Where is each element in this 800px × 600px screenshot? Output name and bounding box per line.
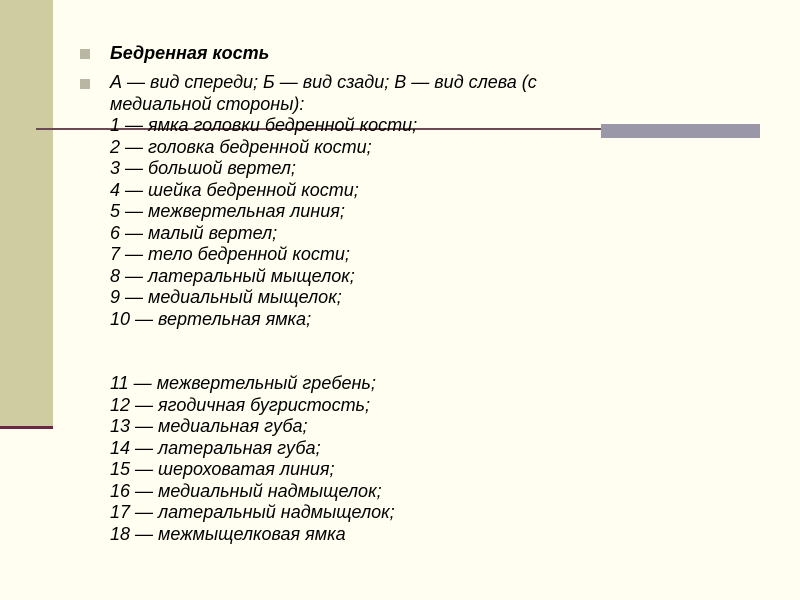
list-item: 17 — латеральный надмыщелок; [110,502,395,522]
list-item: 3 — большой вертел; [110,158,296,178]
description-text [110,72,680,545]
square-bullet-icon [80,79,90,89]
title-bullet-row [80,42,680,64]
slide-title: Бедренная кость [110,43,270,63]
list-item: 2 — головка бедренной кости; [110,136,372,157]
list-item: 6 — малый вертел; [110,222,278,243]
list-item: 13 — медиальная губа; [110,416,308,436]
list-gap [110,330,680,373]
square-bullet-icon [80,49,90,59]
list-item: 15 — шероховатая линия; [110,459,335,479]
left-accent-line [0,426,53,429]
list-item: 10 — вертельная ямка; [110,308,312,329]
list-item: 7 — тело бедренной кости; [110,244,350,264]
list-item: 1 — ямка головки бедренной кости; [110,115,418,135]
list-item: 4 — шейка бедренной кости; [110,179,359,200]
list-item: 18 — межмыщелковая ямка [110,523,346,544]
list-item: 16 — медиальный надмыщелок; [110,480,382,501]
list-item: 9 — медиальный мыщелок; [110,287,342,307]
list-item: 12 — ягодичная бугристость; [110,394,371,415]
intro-line: А — вид спереди; Б — вид сзади; В — вид слева (с [110,72,537,92]
list-item: 8 — латеральный мыщелок; [110,265,355,286]
intro-line: медиальной стороны): [110,93,305,114]
slide-content [80,42,680,545]
list-item: 11 — межвертельный гребень; [110,373,376,393]
list-item: 5 — межвертельная линия; [110,201,345,221]
list-item: 14 — латеральная губа; [110,437,321,458]
left-accent-panel [0,0,53,426]
description-bullet-row [80,72,680,545]
